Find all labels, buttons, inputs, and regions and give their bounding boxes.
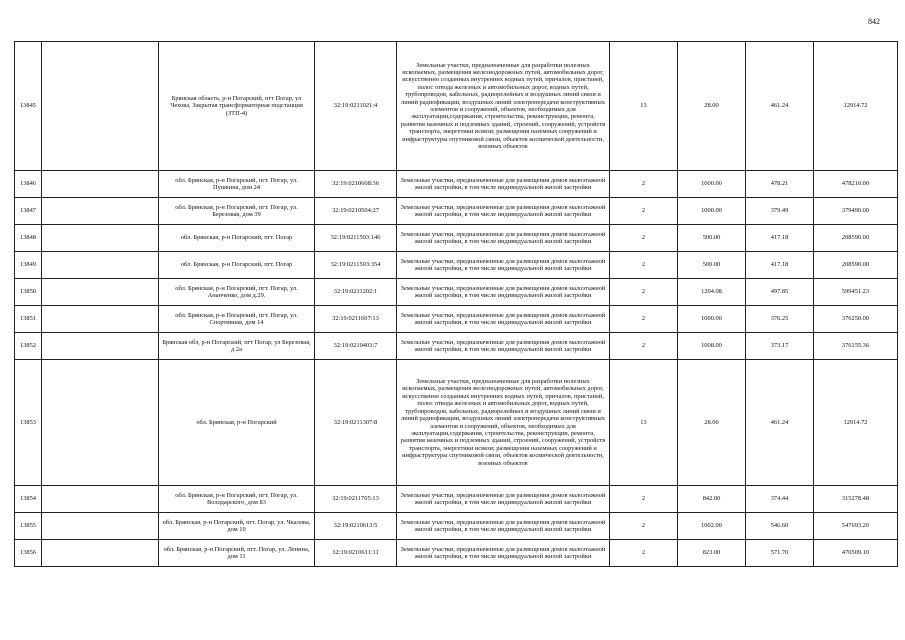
cadastral-number-cell: 32:19:0211607:13 (315, 306, 397, 333)
cadastral-value-cell: 599451.23 (814, 279, 898, 306)
specific-value-cell: 461.24 (746, 42, 814, 171)
cadastral-value-cell: 376250.00 (814, 306, 898, 333)
specific-value-cell: 379.49 (746, 198, 814, 225)
group-code-cell: 2 (610, 540, 678, 567)
area-cell: 28.00 (678, 360, 746, 486)
cadastral-value-cell: 12914.72 (814, 42, 898, 171)
row-number: 13851 (15, 306, 42, 333)
land-use-cell: Земельные участки, предназначенные для размещения домов малоэтажной жилой застройки, в том числе индивидуальной жилой застройки (397, 306, 610, 333)
address-cell: обл. Брянская, р-н Погарский, пгт. Погар, ул. Пушкина, дом 24 (159, 171, 315, 198)
land-use-cell: Земельные участки, предназначенные для размещения домов малоэтажной жилой застройки, в том числе индивидуальной жилой застройки (397, 225, 610, 252)
blank-cell (42, 360, 159, 486)
table-row (15, 540, 898, 567)
land-use-cell: Земельные участки, предназначенные для размещения домов малоэтажной жилой застройки, в том числе индивидуальной жилой застройки (397, 279, 610, 306)
row-number: 13848 (15, 225, 42, 252)
land-use-cell: Земельные участки, предназначенные для разработки полезных ископаемых, размещения железнодорожных путей, автомобильных дорог, искусственно созданных внутренних водных путей, причалов, пристаней, полос отвода железных и автомобильных дорог, водных путей, трубопроводов, кабельных, радиорелейных и воздушных линий связи и линий радиофикации, воздушных линий электропередачи конструктивных элементов и сооружений, объектов, необходимых для эксплуатации,содержания, строительства, реконструкции, ремонта, развития наземных и подземных зданий, строений, сооружений, устройств транспорта, энергетики исвязи; размещения наземных сооружений и инфраструктуры спутниковой связи, объектов космической деятельности, военных объектов (397, 360, 610, 486)
area-cell: 1000.00 (678, 171, 746, 198)
cadastral-number-cell: 32:19:0210504:27 (315, 198, 397, 225)
cadastral-value-cell: 12914.72 (814, 360, 898, 486)
land-use-cell: Земельные участки, предназначенные для размещения домов малоэтажной жилой застройки, в том числе индивидуальной жилой застройки (397, 171, 610, 198)
table-row (15, 279, 898, 306)
area-cell: 1002.00 (678, 513, 746, 540)
table-row (15, 360, 898, 486)
area-cell: 28.00 (678, 42, 746, 171)
group-code-cell: 2 (610, 333, 678, 360)
cadastral-value-cell: 379490.00 (814, 198, 898, 225)
group-code-cell: 2 (610, 513, 678, 540)
blank-cell (42, 225, 159, 252)
specific-value-cell: 373.17 (746, 333, 814, 360)
area-cell: 500.00 (678, 225, 746, 252)
row-number: 13852 (15, 333, 42, 360)
area-cell: 1000.00 (678, 306, 746, 333)
table-row (15, 306, 898, 333)
area-cell: 500.00 (678, 252, 746, 279)
cadastral-number-cell: 32:19:0210403:7 (315, 333, 397, 360)
blank-cell (42, 306, 159, 333)
address-cell: Брянская обл, р-н Погарский, пгт Погар, ул Березовая, д 2а (159, 333, 315, 360)
cadastral-value-table (14, 41, 898, 567)
cadastral-value-cell: 478210.00 (814, 171, 898, 198)
blank-cell (42, 486, 159, 513)
table-row (15, 171, 898, 198)
table-body (15, 42, 898, 567)
table-row (15, 486, 898, 513)
blank-cell (42, 513, 159, 540)
address-cell: обл. Брянская, р-н Погарский (159, 360, 315, 486)
row-number: 13845 (15, 42, 42, 171)
cadastral-value-cell: 470509.10 (814, 540, 898, 567)
row-number: 13850 (15, 279, 42, 306)
group-code-cell: 2 (610, 486, 678, 513)
cadastral-number-cell: 32:19:0211021:4 (315, 42, 397, 171)
row-number: 13853 (15, 360, 42, 486)
blank-cell (42, 279, 159, 306)
group-code-cell: 13 (610, 360, 678, 486)
row-number: 13856 (15, 540, 42, 567)
land-use-cell: Земельные участки, предназначенные для разработки полезных ископаемых, размещения железнодорожных путей, автомобильных дорог, искусственно созданных внутренних водных путей, причалов, пристаней, полос отвода железных и автомобильных дорог, водных путей, трубопроводов, кабельных, радиорелейных и воздушных линий связи и линий радиофикации, воздушных линий электропередачи конструктивных элементов и сооружений, объектов, необходимых для эксплуатации,содержания, строительства, реконструкции, ремонта, развития наземных и подземных зданий, строений, сооружений, устройств транспорта, энергетики исвязи; размещения наземных сооружений и инфраструктуры спутниковой связи, объектов космической деятельности, военных объектов (397, 42, 610, 171)
table-row (15, 225, 898, 252)
blank-cell (42, 198, 159, 225)
group-code-cell: 2 (610, 279, 678, 306)
cadastral-number-cell: 32:19:0211202:1 (315, 279, 397, 306)
cadastral-value-cell: 208590.00 (814, 252, 898, 279)
blank-cell (42, 252, 159, 279)
area-cell: 842.00 (678, 486, 746, 513)
table-row (15, 42, 898, 171)
page-number: 842 (868, 17, 880, 26)
table-row (15, 198, 898, 225)
area-cell: 1000.00 (678, 198, 746, 225)
land-use-cell: Земельные участки, предназначенные для размещения домов малоэтажной жилой застройки, в том числе индивидуальной жилой застройки (397, 333, 610, 360)
cadastral-number-cell: 32:19:0210608:36 (315, 171, 397, 198)
group-code-cell: 2 (610, 225, 678, 252)
land-use-cell: Земельные участки, предназначенные для размещения домов малоэтажной жилой застройки, в том числе индивидуальной жилой застройки (397, 486, 610, 513)
cadastral-number-cell: 32:19:0210613:5 (315, 513, 397, 540)
area-cell: 1008.00 (678, 333, 746, 360)
land-use-cell: Земельные участки, предназначенные для размещения домов малоэтажной жилой застройки, в том числе индивидуальной жилой застройки (397, 198, 610, 225)
land-use-cell: Земельные участки, предназначенные для размещения домов малоэтажной жилой застройки, в том числе индивидуальной жилой застройки (397, 513, 610, 540)
specific-value-cell: 417.18 (746, 225, 814, 252)
cadastral-value-cell: 208590.00 (814, 225, 898, 252)
blank-cell (42, 333, 159, 360)
group-code-cell: 2 (610, 306, 678, 333)
row-number: 13847 (15, 198, 42, 225)
row-number: 13849 (15, 252, 42, 279)
blank-cell (42, 171, 159, 198)
cadastral-value-cell: 315278.48 (814, 486, 898, 513)
row-number: 13854 (15, 486, 42, 513)
address-cell: Брянская область, р-н Погарский, пгт Погар, ул Чехова, Закрытая трансформаторная подстанция (ЗТП-4) (159, 42, 315, 171)
address-cell: обл. Брянская, р-н Погарский, пгт. Погар, ул. Ананченко, дом д.29. (159, 279, 315, 306)
cadastral-number-cell: 32:19:0210611:11 (315, 540, 397, 567)
address-cell: обл. Брянская, р-н Погарский, пгт. Погар (159, 252, 315, 279)
row-number: 13846 (15, 171, 42, 198)
specific-value-cell: 571.70 (746, 540, 814, 567)
specific-value-cell: 461.24 (746, 360, 814, 486)
area-cell: 1204.08 (678, 279, 746, 306)
blank-cell (42, 42, 159, 171)
cadastral-number-cell: 32:19:0211503:354 (315, 252, 397, 279)
table-row (15, 333, 898, 360)
address-cell: обл. Брянская, р-н Погарский, пгт. Погар (159, 225, 315, 252)
area-cell: 823.00 (678, 540, 746, 567)
table-row (15, 252, 898, 279)
group-code-cell: 2 (610, 171, 678, 198)
cadastral-number-cell: 32:19:0211503:146 (315, 225, 397, 252)
address-cell: обл. Брянская, р-н Погарский, пгт. Погар, ул. Березовая, дом 39 (159, 198, 315, 225)
cadastral-value-cell: 376155.36 (814, 333, 898, 360)
address-cell: обл. Брянская, р-н Погарский, пгт. Погар, ул. Ленина, дом 11 (159, 540, 315, 567)
address-cell: обл. Брянская, р-н Погарский, пгт. Погар, ул. Спортивная, дом 14 (159, 306, 315, 333)
group-code-cell: 2 (610, 252, 678, 279)
specific-value-cell: 546.60 (746, 513, 814, 540)
address-cell: обл. Брянская, р-н Погарский, пгт. Погар, ул. Володарского, дом 83 (159, 486, 315, 513)
cadastral-value-cell: 547693.20 (814, 513, 898, 540)
land-use-cell: Земельные участки, предназначенные для размещения домов малоэтажной жилой застройки, в том числе индивидуальной жилой застройки (397, 540, 610, 567)
group-code-cell: 2 (610, 198, 678, 225)
land-use-cell: Земельные участки, предназначенные для размещения домов малоэтажной жилой застройки, в том числе индивидуальной жилой застройки (397, 252, 610, 279)
specific-value-cell: 478.21 (746, 171, 814, 198)
cadastral-number-cell: 32:19:0211307:8 (315, 360, 397, 486)
address-cell: обл. Брянская, р-н Погарский, пгт. Погар, ул. Чкалова, дом 10 (159, 513, 315, 540)
blank-cell (42, 540, 159, 567)
row-number: 13855 (15, 513, 42, 540)
specific-value-cell: 374.44 (746, 486, 814, 513)
table-row (15, 513, 898, 540)
cadastral-number-cell: 32:19:0211705:13 (315, 486, 397, 513)
specific-value-cell: 376.25 (746, 306, 814, 333)
specific-value-cell: 497.85 (746, 279, 814, 306)
specific-value-cell: 417.18 (746, 252, 814, 279)
group-code-cell: 13 (610, 42, 678, 171)
